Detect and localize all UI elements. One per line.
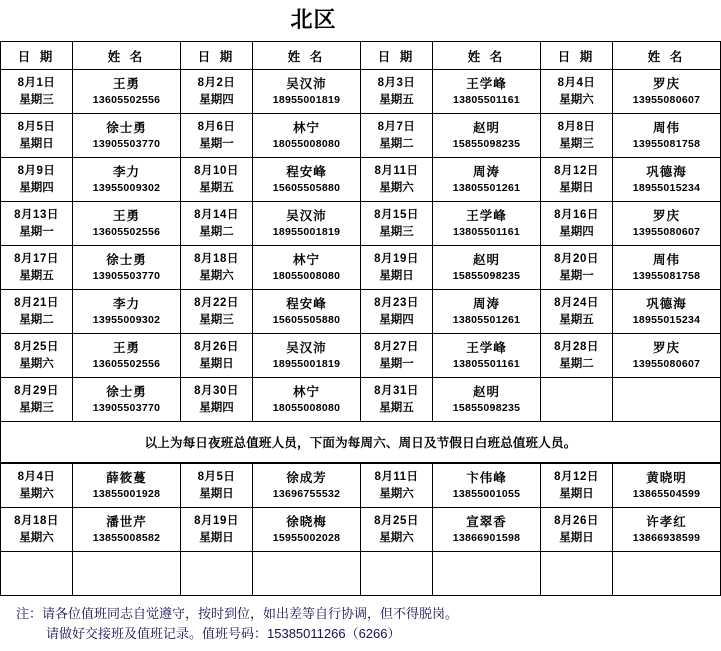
night-shift-table-body (1, 70, 721, 463)
date-cell (1, 70, 73, 114)
footer-notes (16, 596, 611, 644)
table-row (1, 70, 721, 114)
person-phone: 13605502556 (92, 225, 161, 238)
night-shift-table-head (1, 42, 721, 70)
date-cell (1, 378, 73, 422)
day-shift-table-body (1, 464, 721, 596)
person-name: 徐晓梅 (286, 514, 327, 529)
person-phone: 13955080607 (632, 93, 701, 106)
date-cell (541, 464, 613, 508)
date-cell (541, 334, 613, 378)
date-cell (361, 378, 433, 422)
date-value: 8月8日 (557, 120, 596, 133)
person-name: 周涛 (472, 164, 500, 179)
person-name: 徐士勇 (106, 384, 147, 399)
person-name: 林宁 (292, 252, 320, 267)
weekday-value: 星期六 (379, 181, 414, 194)
date-value: 8月21日 (14, 296, 59, 309)
date-cell (361, 334, 433, 378)
person-phone: 13855001055 (452, 487, 521, 500)
person-phone: 13865504599 (632, 487, 701, 500)
date-cell (1, 158, 73, 202)
weekday-value: 星期五 (559, 313, 594, 326)
date-cell-empty (1, 552, 73, 596)
name-cell (433, 508, 541, 552)
person-name: 赵明 (472, 120, 500, 135)
weekday-value: 星期日 (559, 531, 594, 544)
weekday-value: 星期五 (199, 181, 234, 194)
weekday-value: 星期五 (379, 401, 414, 414)
person-name: 程安峰 (286, 164, 327, 179)
table-row-empty (1, 552, 721, 596)
date-value: 8月19日 (194, 514, 239, 527)
person-name: 许孝红 (646, 514, 687, 529)
table-row (1, 464, 721, 508)
person-phone: 18955015234 (632, 181, 701, 194)
weekday-value: 星期二 (19, 313, 54, 326)
person-name: 赵明 (472, 384, 500, 399)
table-row (1, 508, 721, 552)
person-name: 李力 (112, 296, 140, 311)
person-name: 林宁 (292, 120, 320, 135)
person-phone: 15855098235 (452, 401, 521, 414)
table-row (1, 202, 721, 246)
name-cell (73, 114, 181, 158)
name-cell (253, 158, 361, 202)
person-name: 黄晓明 (646, 470, 687, 485)
date-value: 8月18日 (14, 514, 59, 527)
name-cell-empty (433, 552, 541, 596)
date-cell (1, 246, 73, 290)
weekday-value: 星期一 (559, 269, 594, 282)
date-value: 8月24日 (554, 296, 599, 309)
date-cell (181, 508, 253, 552)
person-name: 罗庆 (652, 340, 680, 355)
weekday-value: 星期三 (19, 93, 54, 106)
date-cell (541, 158, 613, 202)
weekday-value: 星期四 (199, 93, 234, 106)
person-phone: 13955080607 (632, 357, 701, 370)
person-phone: 13605502556 (92, 93, 161, 106)
date-cell (541, 290, 613, 334)
footer-line-1: 注：请各位值班同志自觉遵守，按时到位，如出差等自行协调，但不得脱岗。 (16, 606, 459, 621)
date-value: 8月1日 (17, 76, 56, 89)
name-cell (73, 246, 181, 290)
date-value: 8月25日 (14, 340, 59, 353)
person-name: 林宁 (292, 384, 320, 399)
date-cell (181, 290, 253, 334)
weekday-value: 星期日 (379, 269, 414, 282)
person-phone: 13866901598 (452, 531, 521, 544)
date-cell (541, 508, 613, 552)
date-value: 8月10日 (194, 164, 239, 177)
date-value: 8月14日 (194, 208, 239, 221)
name-cell-empty (613, 552, 721, 596)
person-phone: 15855098235 (452, 137, 521, 150)
weekday-value: 星期五 (379, 93, 414, 106)
weekday-value: 星期六 (19, 487, 54, 500)
person-phone: 13905503770 (92, 137, 161, 150)
name-cell (253, 508, 361, 552)
date-value: 8月23日 (374, 296, 419, 309)
person-name: 王勇 (112, 340, 140, 355)
date-cell-empty (181, 552, 253, 596)
person-name: 王勇 (112, 76, 140, 91)
person-phone: 18055008080 (272, 401, 341, 414)
date-value: 8月15日 (374, 208, 419, 221)
person-name: 罗庆 (652, 76, 680, 91)
name-cell (253, 70, 361, 114)
name-cell (253, 334, 361, 378)
person-phone: 13955009302 (92, 181, 161, 194)
name-cell (433, 158, 541, 202)
column-header-name-1: 姓 名 (73, 42, 181, 70)
date-value: 8月4日 (557, 76, 596, 89)
date-cell-empty (541, 552, 613, 596)
date-cell (181, 334, 253, 378)
name-cell (253, 464, 361, 508)
name-cell-empty (253, 552, 361, 596)
person-phone: 18955015234 (632, 313, 701, 326)
person-phone: 13855001928 (92, 487, 161, 500)
column-header-date-1: 日 期 (1, 42, 73, 70)
column-header-name-3: 姓 名 (433, 42, 541, 70)
person-name: 吴汉沛 (286, 208, 327, 223)
column-header-name-4: 姓 名 (613, 42, 721, 70)
footer-line-2-prefix: 请做好交接班及值班记录。值班号码： (46, 626, 268, 642)
date-cell (181, 464, 253, 508)
table-header-row (1, 42, 721, 70)
weekday-value: 星期二 (199, 225, 234, 238)
person-phone: 13805501161 (453, 93, 520, 106)
weekday-value: 星期三 (199, 313, 234, 326)
date-cell (361, 202, 433, 246)
name-cell (253, 246, 361, 290)
date-value: 8月3日 (377, 76, 416, 89)
name-cell (613, 290, 721, 334)
duty-phone-number: 15385011266（6266） (267, 626, 401, 642)
date-value: 8月27日 (374, 340, 419, 353)
date-value: 8月11日 (374, 470, 419, 483)
name-cell (433, 378, 541, 422)
person-name: 王学峰 (466, 340, 507, 355)
table-row (1, 334, 721, 378)
name-cell (73, 378, 181, 422)
date-cell (181, 70, 253, 114)
table-row (1, 114, 721, 158)
page-title: 北区 (290, 7, 337, 32)
column-header-date-2: 日 期 (181, 42, 253, 70)
weekday-value: 星期二 (559, 357, 594, 370)
date-cell (541, 202, 613, 246)
person-name: 徐士勇 (106, 120, 147, 135)
date-cell (181, 246, 253, 290)
person-phone: 13805501161 (453, 225, 520, 238)
date-value: 8月5日 (17, 120, 56, 133)
date-cell (361, 158, 433, 202)
date-value: 8月17日 (14, 252, 59, 265)
person-name: 巩德海 (646, 296, 687, 311)
name-cell (613, 202, 721, 246)
person-phone: 18055008080 (272, 137, 341, 150)
date-value: 8月12日 (554, 164, 599, 177)
date-cell (361, 508, 433, 552)
name-cell-empty (613, 378, 721, 422)
weekday-value: 星期六 (379, 531, 414, 544)
date-cell (361, 70, 433, 114)
weekday-value: 星期四 (379, 313, 414, 326)
night-shift-duty-table (0, 41, 721, 463)
person-phone: 13866938599 (632, 531, 701, 544)
date-cell (1, 508, 73, 552)
weekday-value: 星期六 (199, 269, 234, 282)
date-cell (1, 290, 73, 334)
weekday-value: 星期日 (199, 357, 234, 370)
person-name: 吴汉沛 (286, 340, 327, 355)
date-value: 8月25日 (374, 514, 419, 527)
person-phone: 18955001819 (272, 225, 341, 238)
person-name: 周伟 (652, 252, 680, 267)
person-phone: 13905503770 (92, 269, 161, 282)
person-name: 薛筱蔓 (106, 470, 147, 485)
person-phone: 18955001819 (272, 93, 341, 106)
person-phone: 13696755532 (272, 487, 341, 500)
name-cell-empty (73, 552, 181, 596)
date-value: 8月28日 (554, 340, 599, 353)
section-note: 以上为每日夜班总值班人员，下面为每周六、周日及节假日白班总值班人员。 (1, 422, 721, 463)
weekday-value: 星期六 (559, 93, 594, 106)
person-phone: 13605502556 (92, 357, 161, 370)
name-cell (613, 158, 721, 202)
person-name: 罗庆 (652, 208, 680, 223)
person-name: 宣翠香 (466, 514, 507, 529)
name-cell (613, 464, 721, 508)
date-cell (1, 334, 73, 378)
weekday-value: 星期三 (559, 137, 594, 150)
weekday-value: 星期日 (559, 487, 594, 500)
weekday-value: 星期日 (559, 181, 594, 194)
date-value: 8月6日 (197, 120, 236, 133)
name-cell (253, 202, 361, 246)
table-row (1, 290, 721, 334)
date-value: 8月5日 (197, 470, 236, 483)
date-cell-empty (541, 378, 613, 422)
person-name: 徐成芳 (286, 470, 327, 485)
weekday-value: 星期三 (19, 401, 54, 414)
person-phone: 15605505880 (272, 313, 341, 326)
date-value: 8月2日 (197, 76, 236, 89)
weekday-value: 星期六 (379, 487, 414, 500)
name-cell (73, 464, 181, 508)
weekday-value: 星期一 (379, 357, 414, 370)
weekday-value: 星期五 (19, 269, 54, 282)
date-value: 8月12日 (554, 470, 599, 483)
date-value: 8月20日 (554, 252, 599, 265)
column-header-date-4: 日 期 (541, 42, 613, 70)
date-value: 8月13日 (14, 208, 59, 221)
date-value: 8月22日 (194, 296, 239, 309)
person-phone: 18055008080 (272, 269, 341, 282)
person-name: 巩德海 (646, 164, 687, 179)
name-cell (433, 70, 541, 114)
weekday-value: 星期六 (19, 531, 54, 544)
date-value: 8月16日 (554, 208, 599, 221)
date-cell (361, 290, 433, 334)
date-cell (181, 158, 253, 202)
person-phone: 15955002028 (272, 531, 341, 544)
date-cell (541, 246, 613, 290)
person-phone: 13805501161 (453, 357, 520, 370)
weekday-value: 星期日 (19, 137, 54, 150)
weekday-value: 星期四 (19, 181, 54, 194)
weekday-value: 星期一 (19, 225, 54, 238)
name-cell (433, 464, 541, 508)
date-value: 8月31日 (374, 384, 419, 397)
table-row (1, 246, 721, 290)
date-value: 8月30日 (194, 384, 239, 397)
name-cell (613, 508, 721, 552)
person-name: 卞伟峰 (466, 470, 507, 485)
person-name: 吴汉沛 (286, 76, 327, 91)
date-cell (181, 114, 253, 158)
name-cell (433, 290, 541, 334)
date-value: 8月7日 (377, 120, 416, 133)
name-cell (73, 202, 181, 246)
table-row (1, 378, 721, 422)
person-phone: 13955081758 (632, 137, 701, 150)
name-cell (73, 70, 181, 114)
date-cell (541, 70, 613, 114)
person-name: 潘世芹 (106, 514, 147, 529)
date-value: 8月26日 (554, 514, 599, 527)
person-phone: 13805501261 (452, 181, 521, 194)
weekday-value: 星期三 (379, 225, 414, 238)
person-phone: 15605505880 (272, 181, 341, 194)
name-cell (433, 202, 541, 246)
name-cell (73, 290, 181, 334)
person-phone: 13955080607 (632, 225, 701, 238)
person-phone: 18955001819 (272, 357, 341, 370)
person-name: 赵明 (472, 252, 500, 267)
name-cell (613, 70, 721, 114)
person-name: 李力 (112, 164, 140, 179)
weekday-value: 星期日 (199, 531, 234, 544)
date-cell (361, 114, 433, 158)
name-cell (73, 508, 181, 552)
name-cell (73, 334, 181, 378)
person-name: 王勇 (112, 208, 140, 223)
person-phone: 13855008582 (92, 531, 161, 544)
date-cell (181, 202, 253, 246)
weekday-value: 星期一 (199, 137, 234, 150)
person-name: 王学峰 (466, 208, 507, 223)
date-value: 8月9日 (17, 164, 56, 177)
name-cell (433, 246, 541, 290)
date-cell-empty (361, 552, 433, 596)
column-header-date-3: 日 期 (361, 42, 433, 70)
name-cell (253, 114, 361, 158)
date-value: 8月26日 (194, 340, 239, 353)
date-value: 8月18日 (194, 252, 239, 265)
date-value: 8月19日 (374, 252, 419, 265)
name-cell (613, 114, 721, 158)
name-cell (433, 114, 541, 158)
person-phone: 13905503770 (92, 401, 161, 414)
date-cell (361, 464, 433, 508)
date-cell (1, 202, 73, 246)
date-value: 8月4日 (17, 470, 56, 483)
footer-line-2 (16, 624, 611, 644)
day-shift-duty-table (0, 463, 721, 596)
date-cell (1, 114, 73, 158)
name-cell (433, 334, 541, 378)
weekday-value: 星期日 (199, 487, 234, 500)
person-phone: 13805501261 (452, 313, 521, 326)
name-cell (73, 158, 181, 202)
date-cell (1, 464, 73, 508)
person-phone: 13955009302 (92, 313, 161, 326)
person-name: 王学峰 (466, 76, 507, 91)
name-cell (253, 290, 361, 334)
person-name: 周伟 (652, 120, 680, 135)
weekday-value: 星期四 (199, 401, 234, 414)
name-cell (613, 334, 721, 378)
person-phone: 13955081758 (632, 269, 701, 282)
person-phone: 15855098235 (452, 269, 521, 282)
date-value: 8月11日 (374, 164, 419, 177)
person-name: 程安峰 (286, 296, 327, 311)
date-cell (541, 114, 613, 158)
name-cell (613, 246, 721, 290)
column-header-name-2: 姓 名 (253, 42, 361, 70)
weekday-value: 星期四 (559, 225, 594, 238)
weekday-value: 星期六 (19, 357, 54, 370)
name-cell (253, 378, 361, 422)
date-cell (181, 378, 253, 422)
table-row (1, 158, 721, 202)
weekday-value: 星期二 (379, 137, 414, 150)
note-row (1, 422, 721, 463)
date-cell (361, 246, 433, 290)
person-name: 徐士勇 (106, 252, 147, 267)
date-value: 8月29日 (14, 384, 59, 397)
person-name: 周涛 (472, 296, 500, 311)
